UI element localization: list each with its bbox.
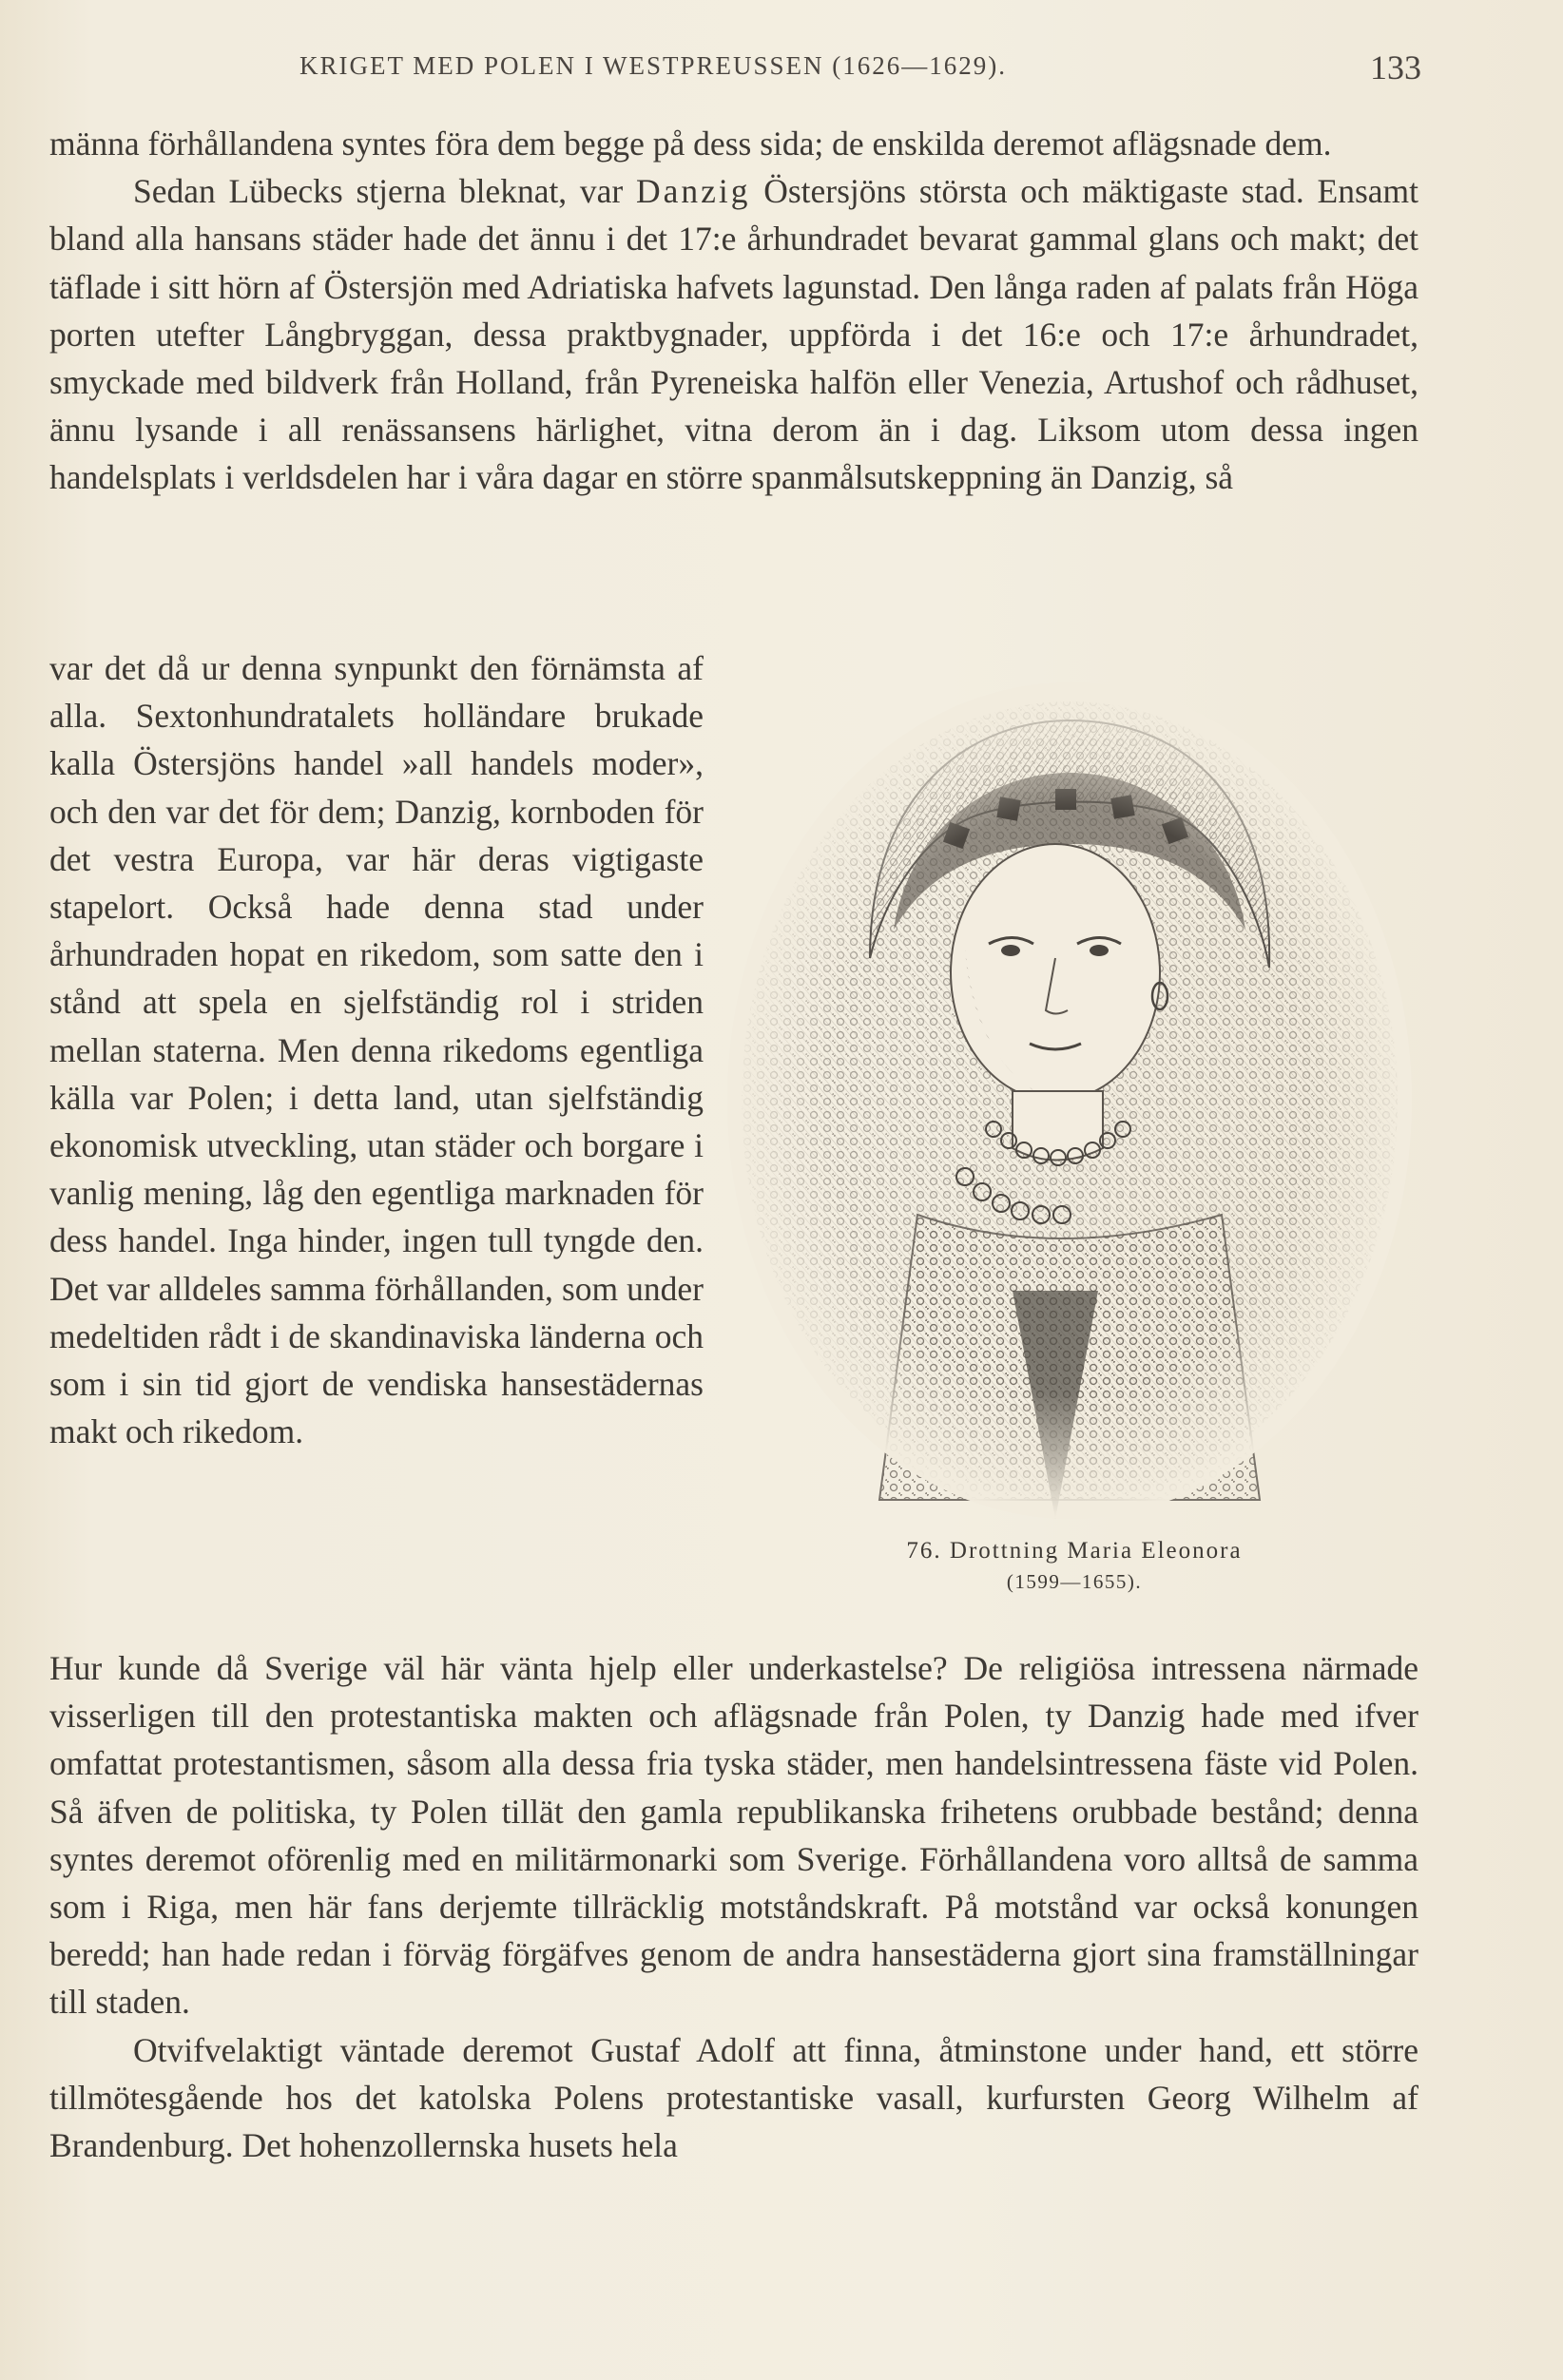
running-title: KRIGET MED POLEN I WESTPREUSSEN (1626—1629).	[299, 51, 1008, 80]
emphasized-city-name: Danzig	[635, 172, 751, 211]
paragraph-danzig	[49, 167, 1418, 501]
figure-caption	[727, 1538, 1421, 1594]
paragraph-danzig-intro: Sedan Lübecks stjerna bleknat, var	[133, 172, 636, 211]
caption-dates: (1599—1655).	[1006, 1570, 1143, 1593]
side-text-block	[49, 644, 704, 1455]
paragraph-continuation: männa förhållandena syntes föra dem begge på dess sida; de enskilda deremot aflägsnade dem.	[49, 125, 1332, 163]
portrait-engraving	[727, 682, 1421, 1538]
bottom-text-block	[49, 1644, 1418, 2169]
paragraph-side-column: var det då ur denna synpunkt den förnämsta af alla. Sextonhundratalets holländare brukade kalla Östersjöns handel »all handels moder», och den var det för dem; Danzig, kornboden för det vestra Europa, var här deras vigtigaste stapelort. Också hade denna stad under århundraden hopat en rikedom, som satte den i stånd att spela en sjelfständig rol i striden mellan staterna. Men denna rikedoms egentliga källa var Polen; i detta land, utan sjelfständig ekonomisk utveckling, utan städer och borgare i vanlig mening, låg den egentliga marknaden för dess handel. Inga hinder, ingen tull tyngde den. Det var alldeles samma förhållanden, som under medeltiden rådt i de skandinaviska länderna och som i sin tid gjort de vendiska hansestädernas makt och rikedom.	[49, 649, 704, 1451]
paragraph-gustaf-adolf: Otvifvelaktigt väntade deremot Gustaf Adolf att finna, åtminstone under hand, ett större tillmötesgående hos det katolska Polens protestantiske vasall, kurfursten Georg Wilhelm af Brandenburg. Det hohenzollernska husets hela	[49, 2030, 1418, 2165]
paragraph-sverige: Hur kunde då Sverige väl här vänta hjelp eller underkastelse? De religiösa intressena närmade visserligen till den protestantiska makten och aflägsnade från Polen, ty Danzig hade med ifver omfattat protestantismen, såsom alla dessa fria tyska städer, men handelsintressena fäste vid Polen. Så äfven de politiska, ty Polen tillät den gamla republikanska frihetens orubbade bestånd; denna syntes deremot oförenlig med en militärmonarki som Sverige. Förhållandena voro alltså de samma som i Riga, men här fans derjemte tillräcklig motståndskraft. På motstånd var också konungen beredd; han hade redan i förväg förgäfves genom de andra hansestäderna gjort sina framställningar till staden.	[49, 1649, 1418, 2022]
portrait-figure	[727, 682, 1421, 1623]
page-header	[299, 48, 1421, 86]
page-number: 133	[1370, 48, 1421, 86]
top-text-block	[49, 120, 1418, 502]
caption-title: 76. Drottning Maria Eleonora	[906, 1538, 1243, 1564]
paragraph-danzig-body: Östersjöns största och mäktigaste stad. Ensamt bland alla hansans städer hade det ännu i det 17:e århundradet bevarat gammal glans och makt; det täflade i sitt hörn af Östersjön med Adriatiska hafvets lagunstad. Den långa raden af palats från Höga porten utefter Långbryggan, dessa praktbygnader, uppförda i det 16:e och 17:e århundradet, smyckade med bildverk från Holland, från Pyreneiska halfön eller Venezia, Artushof och rådhuset, ännu lysande i all renässansens härlighet, vitna derom än i dag. Liksom utom dessa ingen handelsplats i verldsdelen har i våra dagar en större spanmålsutskeppning än Danzig, så	[49, 172, 1418, 497]
